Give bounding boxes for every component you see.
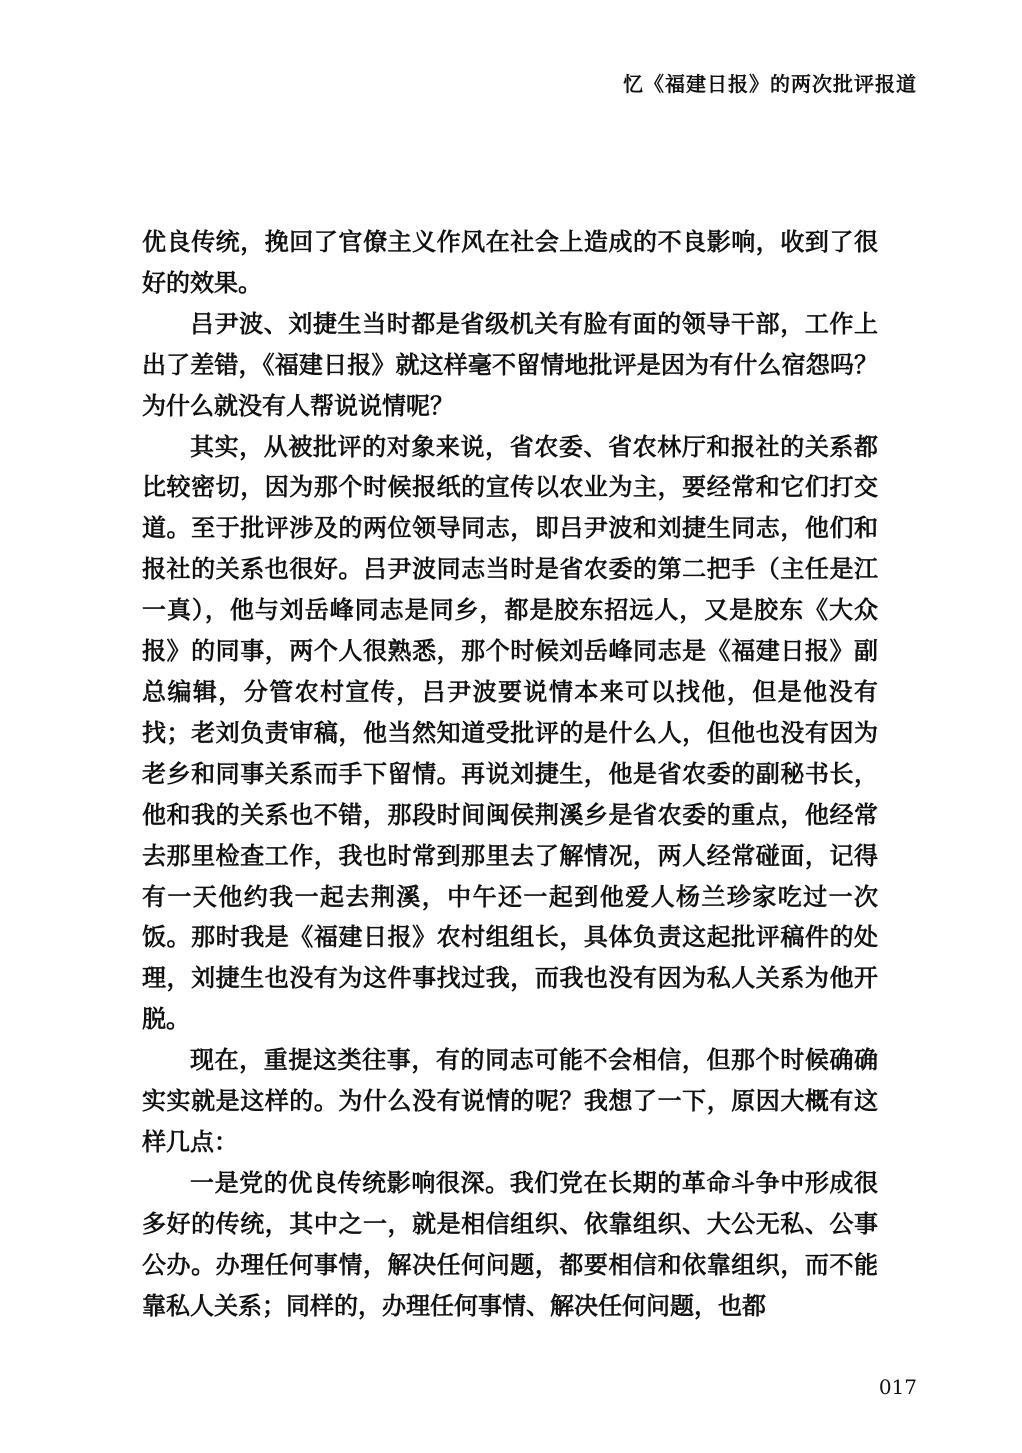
page-number: 017 <box>878 1375 917 1399</box>
paragraph: 现在，重提这类往事，有的同志可能不会相信，但那个时候确确实实就是这样的。为什么没有说情的呢？我想了一下，原因大概有这样几点： <box>142 1046 878 1156</box>
paragraph: 一是党的优良传统影响很深。我们党在长期的革命斗争中形成很多好的传统，其中之一，就是相信组织、依靠组织、大公无私、公事公办。办理任何事情，解决任何问题，都要相信和依靠组织，而不能靠私人关系；同样的，办理任何事情、解决任何问题，也都 <box>142 1168 878 1320</box>
paragraph: 其实，从被批评的对象来说，省农委、省农林厅和报社的关系都比较密切，因为那个时候报纸的宣传以农业为主，要经常和它们打交道。至于批评涉及的两位领导同志，即吕尹波和刘捷生同志，他们和报社的关系也很好。吕尹波同志当时是省农委的第二把手（主任是江一真），他与刘岳峰同志是同乡，都是胶东招远人，又是胶东《大众报》的同事，两个人很熟悉，那个时候刘岳峰同志是《福建日报》副总编辑，分管农村宣传，吕尹波要说情本来可以找他，但是他没有找；老刘负责审稿，他当然知道受批评的是什么人，但他也没有因为老乡和同事关系而手下留情。再说刘捷生，他是省农委的副秘书长，他和我的关系也不错，那段时间闽侯荆溪乡是省农委的重点，他经常去那里检查工作，我也时常到那里去了解情况，两人经常碰面，记得有一天他约我一起去荆溪，中午还一起到他爱人杨兰珍家吃过一次饭。那时我是《福建日报》农村组组长，具体负责这起批评稿件的处理，刘捷生也没有为这件事找过我，而我也没有因为私人关系为他开脱。 <box>142 432 878 1034</box>
paragraph: 吕尹波、刘捷生当时都是省级机关有脸有面的领导干部，工作上出了差错，《福建日报》就这样毫不留情地批评是因为有什么宿怨吗？为什么就没有人帮说说情呢？ <box>142 309 878 420</box>
paragraph-continuation: 优良传统，挽回了官僚主义作风在社会上造成的不良影响，收到了很好的效果。 <box>142 228 878 297</box>
running-header-title: 忆《福建日报》的两次批评报道 <box>623 72 917 96</box>
body-text <box>142 222 878 1326</box>
